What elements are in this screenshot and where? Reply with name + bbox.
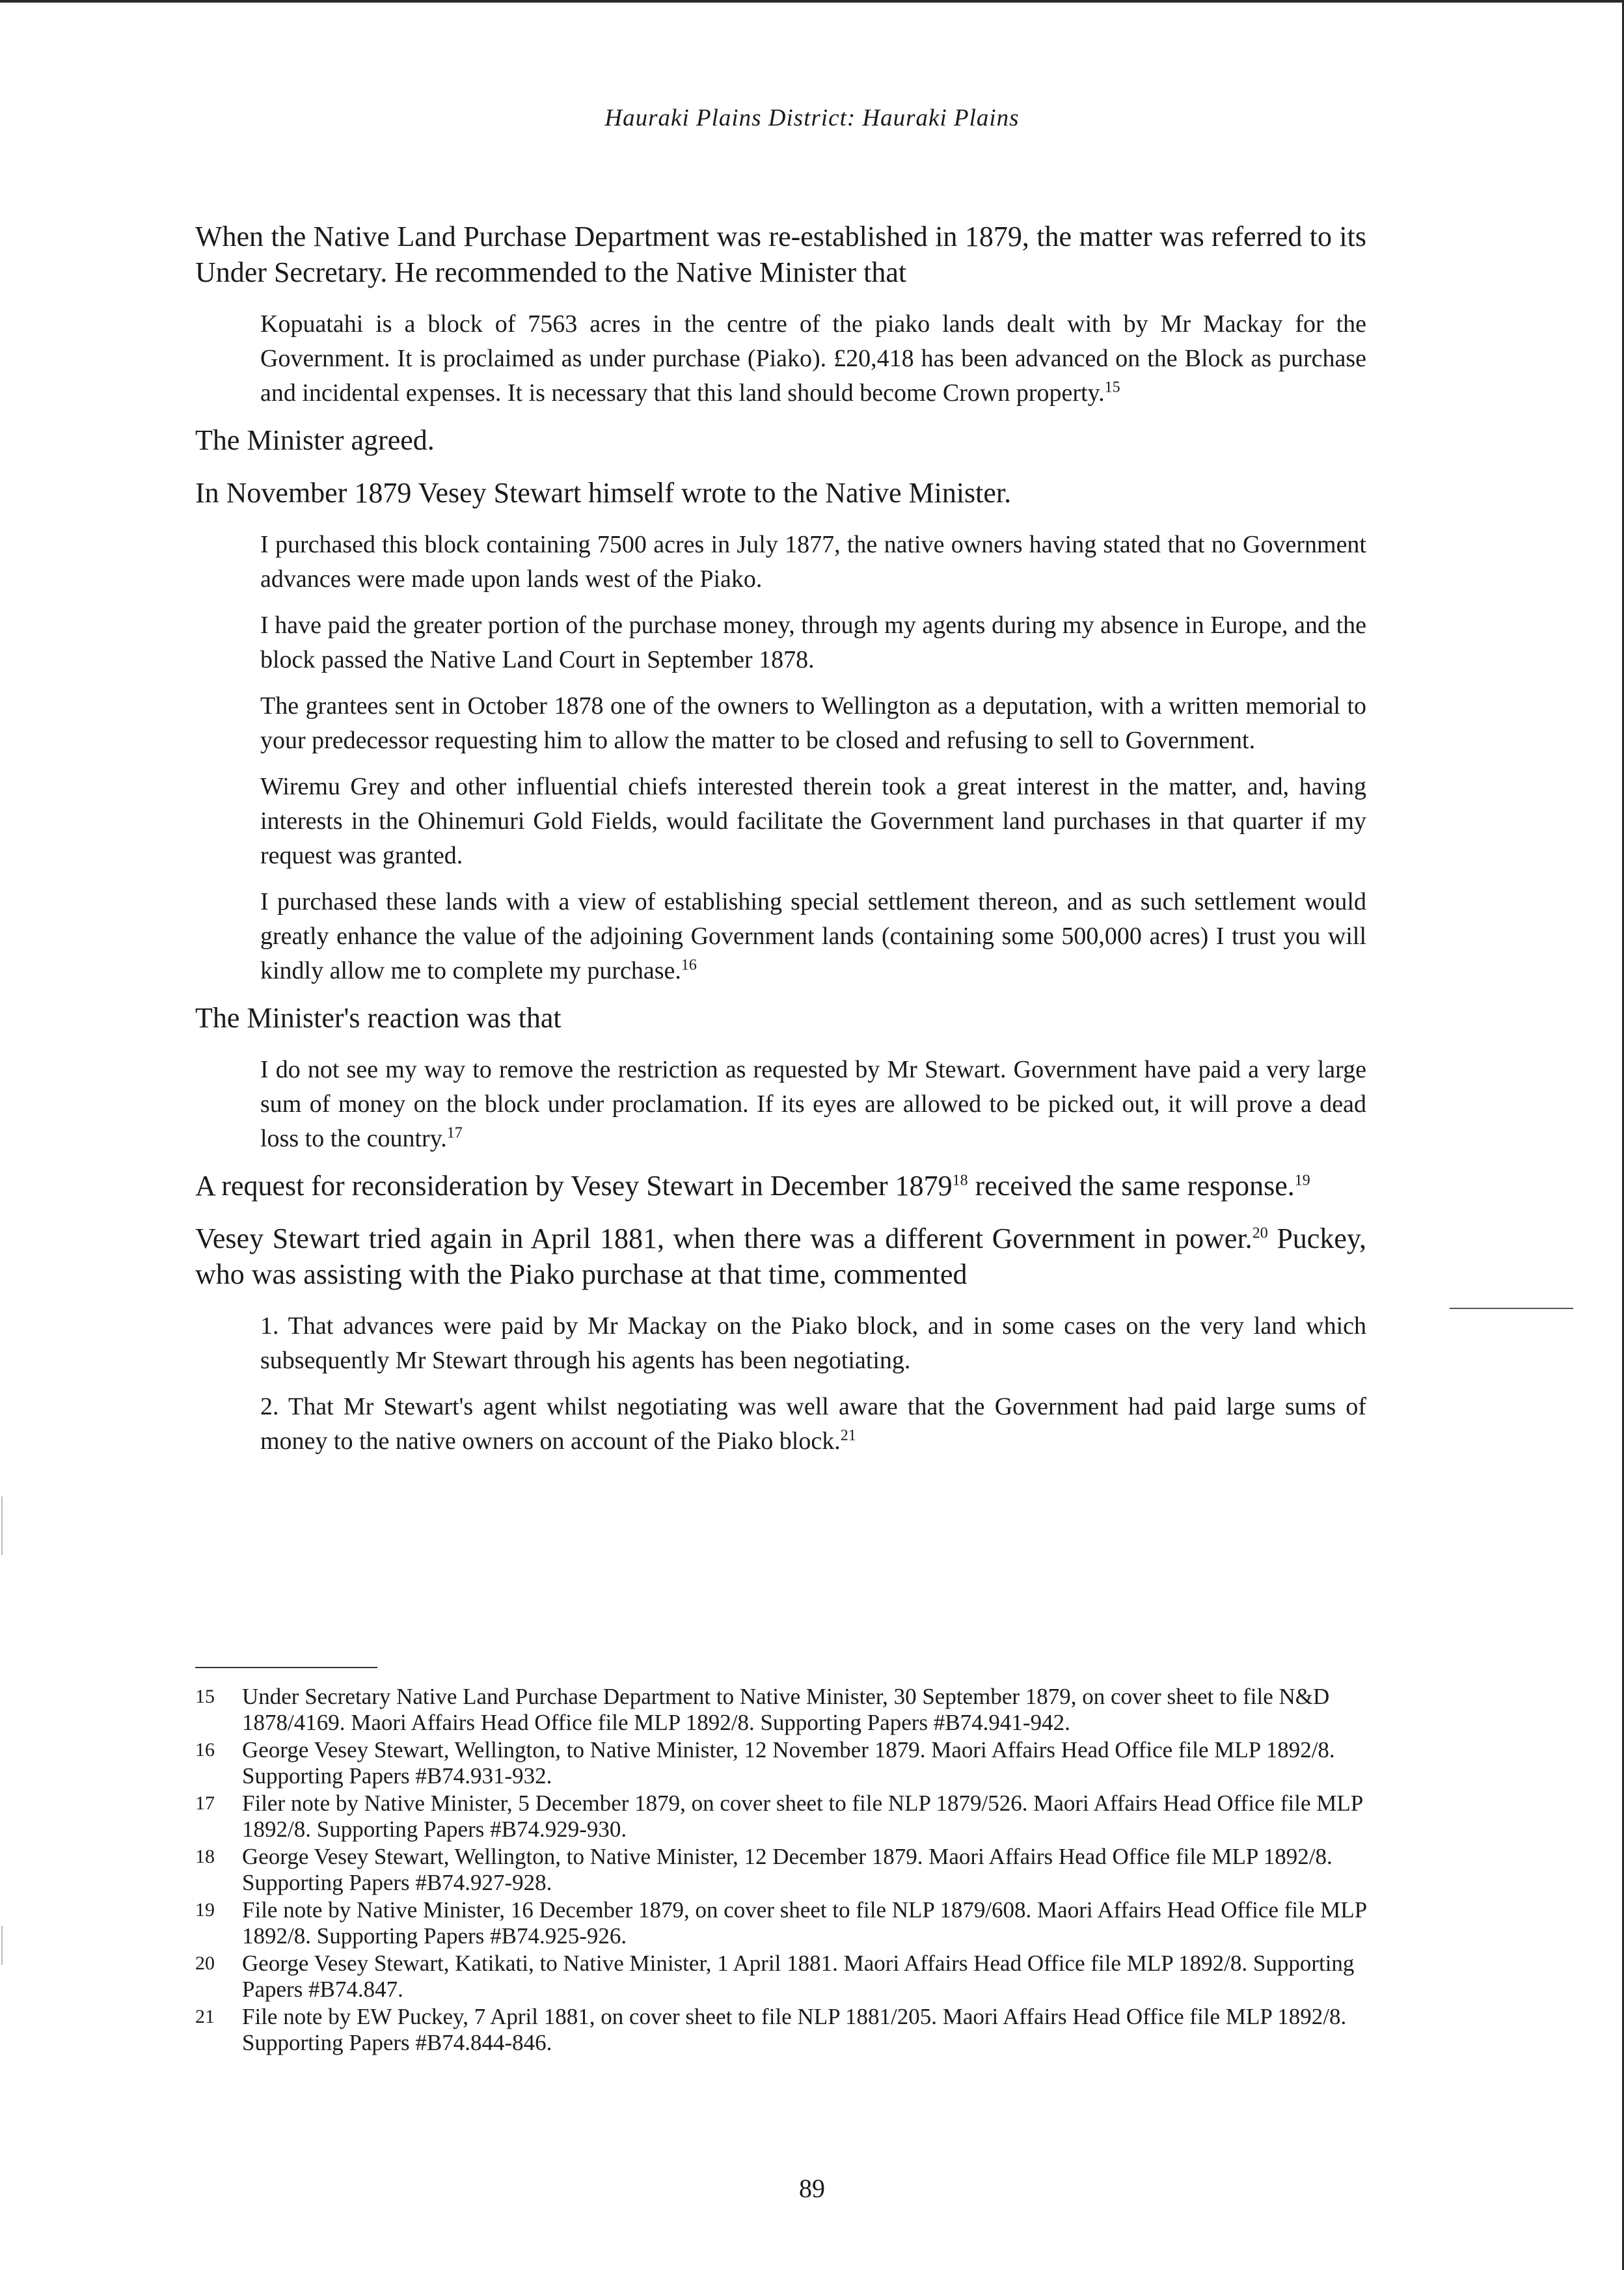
paragraph-text: The grantees sent in October 1878 one of the owners to Wellington as a deputation, with a written memorial to your predecessor requesting him to allow the matter to be closed and refusing to sell to Government. (260, 692, 1366, 754)
footnote-ref[interactable]: 20 (1252, 1224, 1268, 1242)
footnote-number: 18 (195, 1846, 215, 1867)
paragraph-text: Vesey Stewart tried again in April 1881, when there was a different Government in power. (195, 1223, 1252, 1254)
paragraph-text: I purchased these lands with a view of establishing special settlement thereon, and as such settlement would greatly enhance the value of the adjoining Government lands (containing some 500,000 acres) I trust you will kindly allow me to complete my purchase. (260, 888, 1366, 984)
paragraph (195, 1221, 1366, 1292)
footnote (195, 1737, 1366, 1789)
footnote-number: 16 (195, 1739, 215, 1761)
block-quote (260, 307, 1366, 411)
paragraph-text: I do not see my way to remove the restriction as requested by Mr Stewart. Government have paid a very large sum of money on the block under proclamation. If its eyes are allowed to be picked out, it will prove a dead loss to the country. (260, 1056, 1366, 1152)
footnote (195, 1790, 1366, 1843)
block-quote (260, 608, 1366, 677)
footnote-ref[interactable]: 15 (1104, 379, 1120, 396)
footnote (195, 1844, 1366, 1896)
footnote-text: File note by EW Puckey, 7 April 1881, on cover sheet to file NLP 1881/205. Maori Affairs Head Office file MLP 1892/8. Supporting Papers #B74.844-846. (242, 2004, 1347, 2055)
footnotes (195, 1667, 1366, 2057)
footnote (195, 2004, 1366, 2056)
paragraph-text: received the same response. (968, 1170, 1295, 1202)
paragraph-text: The Minister agreed. (195, 424, 435, 456)
paragraph-text: Wiremu Grey and other influential chiefs interested therein took a great interest in the matter, and, having interests in the Ohinemuri Gold Fields, would facilitate the Government land purchases in that quarter if my request was granted. (260, 773, 1366, 869)
scan-mark (1, 1926, 3, 1965)
footnote-divider (195, 1667, 377, 1668)
footnote-text: File note by Native Minister, 16 December 1879, on cover sheet to file NLP 1879/608. Maori Affairs Head Office file MLP 1892/8. Supporting Papers #B74.925-926. (242, 1897, 1366, 1949)
paragraph-text: A request for reconsideration by Vesey Stewart in December 1879 (195, 1170, 953, 1202)
paragraph-text: Puckey, who was assisting with the Piako purchase at that time, commented (195, 1223, 1367, 1290)
footnote-ref[interactable]: 19 (1294, 1172, 1310, 1189)
footnote-ref[interactable]: 17 (446, 1124, 463, 1142)
paragraph (195, 475, 1366, 511)
block-quote (260, 885, 1366, 988)
paragraph-text: In November 1879 Vesey Stewart himself wrote to the Native Minister. (195, 477, 1012, 509)
footnote-number: 19 (195, 1899, 215, 1921)
footnote-text: George Vesey Stewart, Katikati, to Native Minister, 1 April 1881. Maori Affairs Head Office file MLP 1892/8. Supporting Papers #B74.847. (242, 1951, 1355, 2002)
paragraph-text: Kopuatahi is a block of 7563 acres in the centre of the piako lands dealt with by Mr Mackay for the Government. It is proclaimed as under purchase (Piako). £20,418 has been advanced on the Block as purchase and incidental expenses. It is necessary that this land should become Crown property. (260, 310, 1366, 407)
block-quote (260, 1309, 1366, 1378)
footnote-ref[interactable]: 16 (681, 956, 697, 974)
top-border (0, 0, 1624, 3)
block-quote (260, 528, 1366, 597)
footnote (195, 1684, 1366, 1736)
footnote-ref[interactable]: 21 (840, 1427, 856, 1444)
margin-rule (1450, 1308, 1573, 1309)
footnote (195, 1897, 1366, 1949)
paragraph-text: When the Native Land Purchase Department was re-established in 1879, the matter was referred to its Under Secretary. He recommended to the Native Minister that (195, 221, 1366, 288)
footnote-text: George Vesey Stewart, Wellington, to Native Minister, 12 November 1879. Maori Affairs Head Office file MLP 1892/8. Supporting Papers #B74.931-932. (242, 1737, 1335, 1789)
body-text (195, 219, 1366, 1470)
paragraph-text: 2. That Mr Stewart's agent whilst negotiating was well aware that the Government had paid large sums of money to the native owners on account of the Piako block. (260, 1393, 1366, 1455)
running-head: Hauraki Plains District: Hauraki Plains (604, 105, 1020, 131)
footnote-ref[interactable]: 18 (952, 1172, 968, 1189)
footnote-number: 20 (195, 1952, 215, 1974)
paragraph (195, 422, 1366, 458)
block-quote (260, 689, 1366, 758)
footnote-number: 21 (195, 2006, 215, 2027)
block-quote (260, 1390, 1366, 1459)
paragraph (195, 1000, 1366, 1036)
paragraph-text: I have paid the greater portion of the purchase money, through my agents during my absence in Europe, and the block passed the Native Land Court in September 1878. (260, 612, 1366, 673)
footnote-text: Under Secretary Native Land Purchase Department to Native Minister, 30 September 1879, on cover sheet to file N&D 1878/4169. Maori Affairs Head Office file MLP 1892/8. Supporting Papers #B74.941-942. (242, 1684, 1330, 1735)
paragraph-text: The Minister's reaction was that (195, 1002, 562, 1034)
block-quote (260, 1053, 1366, 1156)
footnote-number: 15 (195, 1686, 215, 1707)
footnote-list (195, 1684, 1366, 2056)
scan-mark (1, 1496, 3, 1555)
footnote (195, 1951, 1366, 2003)
page-number: 89 (799, 2174, 825, 2203)
footnote-text: George Vesey Stewart, Wellington, to Native Minister, 12 December 1879. Maori Affairs Head Office file MLP 1892/8. Supporting Papers #B74.927-928. (242, 1844, 1333, 1895)
paragraph-text: 1. That advances were paid by Mr Mackay on the Piako block, and in some cases on the very land which subsequently Mr Stewart through his agents has been negotiating. (260, 1312, 1366, 1374)
footnote-number: 17 (195, 1792, 215, 1814)
footnote-text: Filer note by Native Minister, 5 December 1879, on cover sheet to file NLP 1879/526. Maori Affairs Head Office file MLP 1892/8. Supporting Papers #B74.929-930. (242, 1790, 1362, 1842)
paragraph (195, 219, 1366, 290)
block-quote (260, 770, 1366, 873)
paragraph (195, 1168, 1366, 1204)
paragraph-text: I purchased this block containing 7500 acres in July 1877, the native owners having stated that no Government advances were made upon lands west of the Piako. (260, 531, 1366, 593)
